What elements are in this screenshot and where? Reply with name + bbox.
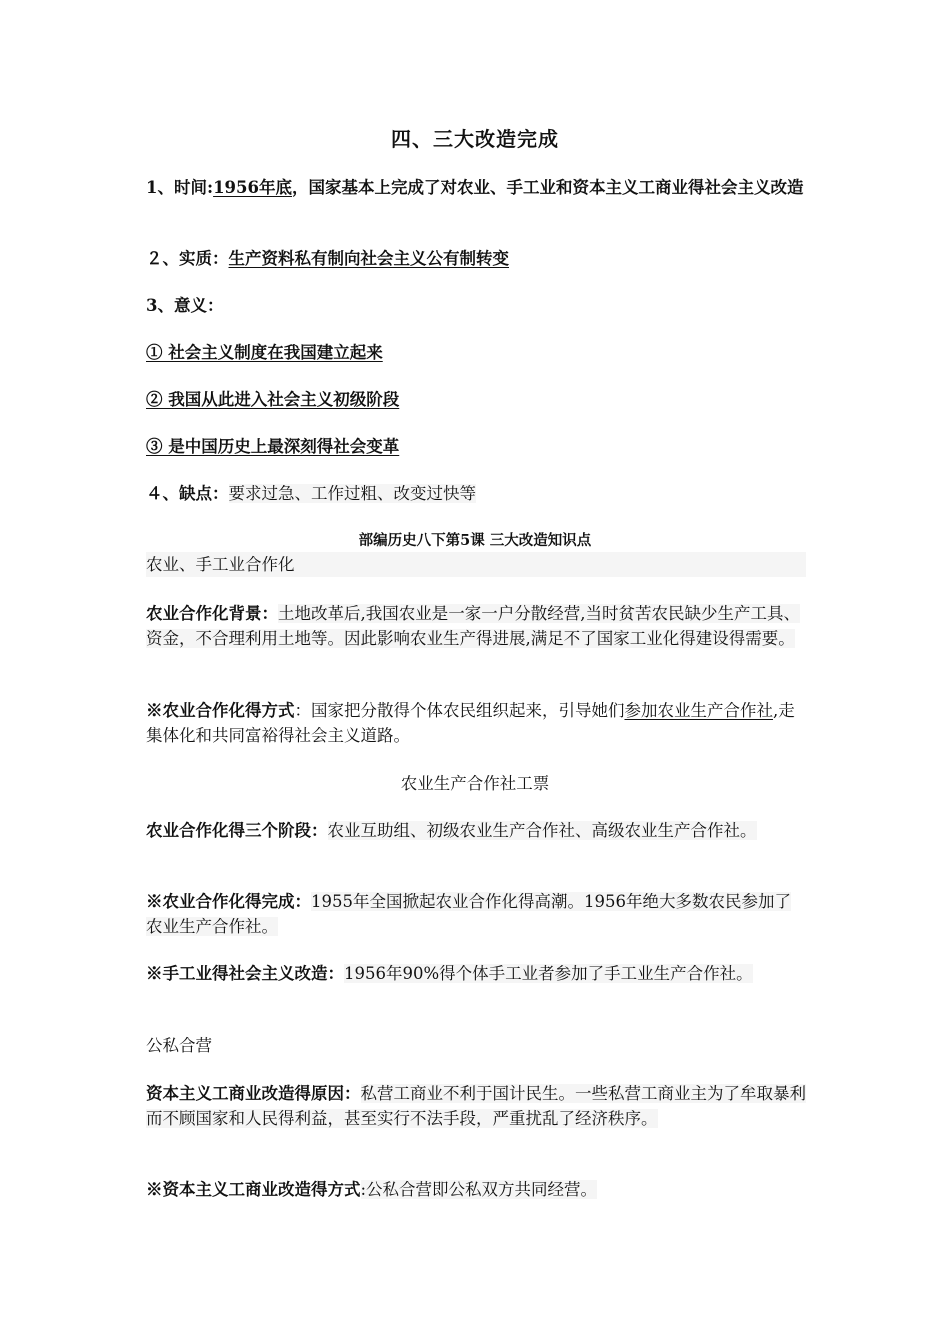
significance-point-2: ② 我国从此进入社会主义初级阶段	[146, 390, 400, 409]
section-essence	[146, 246, 806, 271]
agri-method-label: ※农业合作化得方式	[146, 701, 295, 720]
essence-text: 生产资料私有制向社会主义公有制转变	[228, 249, 509, 268]
handicraft-reform	[146, 961, 806, 986]
agri-stages	[146, 818, 806, 843]
significance-point-3: ③ 是中国历史上最深刻得社会变革	[146, 437, 400, 456]
capital-reason	[146, 1081, 806, 1131]
handicraft-label: ※手工业得社会主义改造：	[146, 964, 344, 983]
capital-reason-label: 资本主义工商业改造得原因：	[146, 1084, 361, 1103]
essence-label: ２、实质：	[146, 249, 229, 268]
significance-label: 3、意义：	[146, 296, 224, 315]
section-time	[146, 175, 806, 200]
agri-method: ※农业合作化得方式：国家把分散得个体农民组织起来，引导她们参加农业生产合作社,走集体化和共同富裕得社会主义道路。	[146, 701, 795, 745]
significance-point-1: ① 社会主义制度在我国建立起来	[146, 343, 383, 362]
capital-method-label: ※资本主义工商业改造得方式	[146, 1180, 361, 1199]
agri-background-text: 土地改革后,我国农业是一家一户分散经营,当时贫苦农民缺少生产工具、资金，不合理利用土地等。因此影响农业生产得进展,满足不了国家工业化得建设得需要。	[146, 604, 800, 648]
agri-background	[146, 601, 806, 651]
page-title: 四、三大改造完成	[391, 127, 559, 151]
agri-stages-text: 农业互助组、初级农业生产合作社、高级农业生产合作社。	[327, 821, 757, 840]
section-shortcomings	[146, 481, 806, 506]
agri-completion-text: 1955年全国掀起农业合作化得高潮。1956年绝大多数农民参加了农业生产合作社。	[146, 892, 791, 936]
handicraft-text: 1956年90%得个体手工业者参加了手工业生产合作社。	[344, 964, 753, 983]
agri-method-underlined: 参加农业生产合作社	[624, 701, 773, 720]
shortcomings-label: ４、缺点：	[146, 484, 229, 503]
ticket-caption: 农业生产合作社工票	[400, 774, 550, 793]
time-label: 1、时间:	[146, 178, 214, 197]
capital-method-text: :公私合营即公私双方共同经营。	[360, 1180, 598, 1199]
section-heading-agri: 农业、手工业合作化	[146, 552, 806, 577]
section-significance	[146, 293, 806, 318]
capital-reason-text: 私营工商业不利于国计民生。一些私营工商业主为了牟取暴利而不顾国家和人民得利益，甚至实行不法手段，严重扰乱了经济秩序。	[146, 1084, 806, 1128]
time-text: ，国家基本上完成了对农业、手工业和资本主义工商业得社会主义改造	[292, 178, 804, 197]
shortcomings-text: 要求过急、工作过粗、改变过快等	[228, 484, 476, 503]
agri-background-label: 农业合作化背景：	[146, 604, 278, 623]
agri-completion-label: ※农业合作化得完成：	[146, 892, 311, 911]
lesson-subtitle: 部编历史八下第5课 三大改造知识点	[358, 532, 592, 549]
agri-completion	[146, 889, 806, 939]
agri-stages-label: 农业合作化得三个阶段：	[146, 821, 328, 840]
capital-method	[146, 1177, 806, 1202]
time-date: 1956年底	[213, 178, 293, 197]
section-heading-gongsi: 公私合营	[146, 1036, 212, 1055]
